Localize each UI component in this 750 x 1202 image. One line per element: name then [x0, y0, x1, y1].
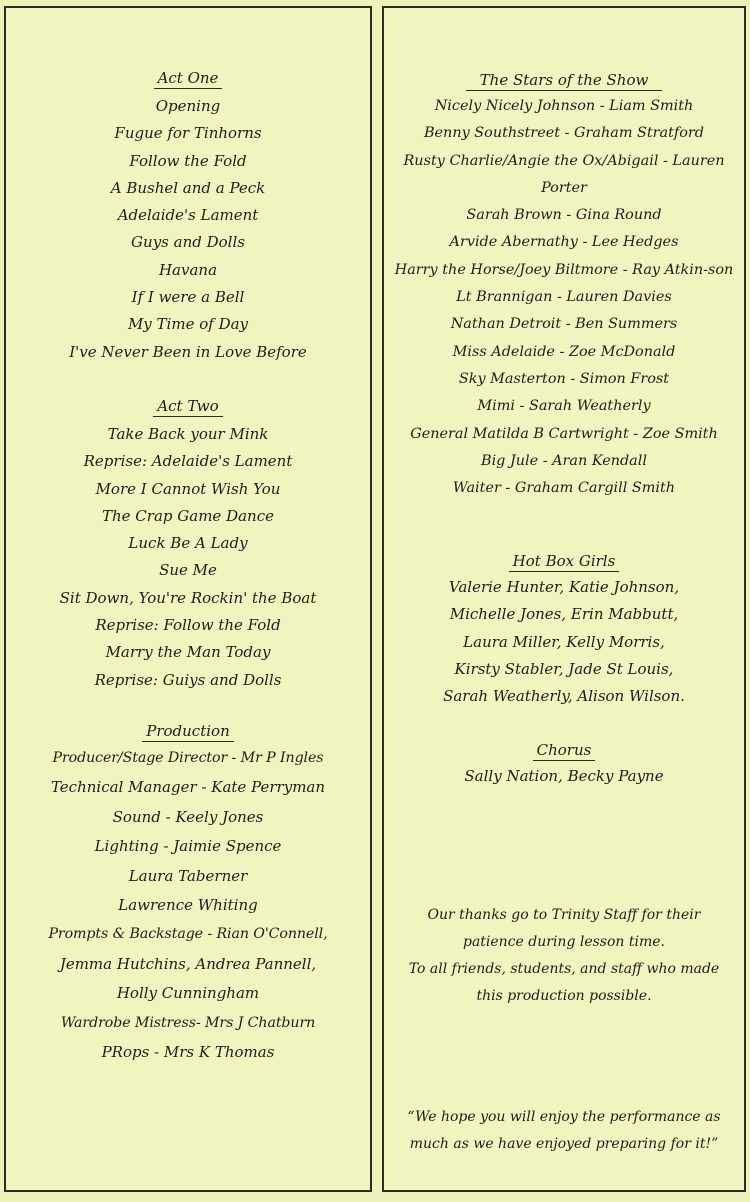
hot-box-line: Laura Miller, Kelly Morris, — [463, 632, 665, 651]
cast-item: Rusty Charlie/Angie the Ox/Abigail - Lauren Porter — [403, 152, 725, 196]
hot-box-line: Michelle Jones, Erin Mabbutt, — [449, 605, 679, 624]
song-item: Luck Be A Lady — [128, 534, 248, 553]
thanks-line: To all friends, students, and staff who made — [408, 961, 720, 977]
left-panel — [4, 6, 372, 1192]
song-item: Marry the Man Today — [105, 643, 271, 662]
credit-item: Jemma Hutchins, Andrea Pannell, — [59, 954, 317, 973]
credit-item: Lawrence Whiting — [118, 896, 258, 915]
hot-box-line: Valerie Hunter, Katie Johnson, — [448, 578, 680, 596]
quote-line: “We hope you will enjoy the performance as — [407, 1109, 721, 1125]
song-item: Sit Down, You're Rockin' the Boat — [59, 588, 317, 607]
production-section — [6, 721, 370, 1067]
cast-item: Sky Masterton - Simon Frost — [458, 370, 670, 387]
song-item: If I were a Bell — [131, 288, 245, 307]
thanks-note — [384, 902, 744, 1010]
song-item: Reprise: Adelaide's Lament — [83, 452, 293, 471]
cast-item: Lt Brannigan - Lauren Davies — [456, 289, 672, 306]
song-item: Sue Me — [159, 561, 217, 580]
act-two-heading: Act Two — [153, 396, 222, 417]
act-one-heading: Act One — [154, 68, 223, 89]
hot-box-heading: Hot Box Girls — [509, 551, 620, 572]
thanks-line: this production possible. — [476, 988, 652, 1004]
cast-item: Big Jule - Aran Kendall — [481, 452, 647, 469]
credit-item: Laura Taberner — [128, 866, 248, 885]
song-item: Reprise: Guiys and Dolls — [94, 670, 282, 689]
cast-item: Harry the Horse/Joey Biltmore - Ray Atkin-son — [394, 261, 734, 278]
chorus-section — [384, 740, 744, 790]
cast-item: Arvide Abernathy - Lee Hedges — [449, 234, 679, 251]
right-panel — [382, 6, 746, 1192]
credit-item: Technical Manager - Kate Perryman — [50, 778, 326, 797]
act-one-section — [6, 68, 370, 366]
cast-item: General Matilda B Cartwright - Zoe Smith — [410, 425, 718, 442]
credit-item: Sound - Keely Jones — [112, 807, 264, 826]
hot-box-line: Sarah Weatherly, Alison Wilson. — [443, 687, 685, 706]
song-item: Follow the Fold — [129, 151, 247, 170]
chorus-line: Sally Nation, Becky Payne — [464, 767, 664, 785]
cast-item: Benny Southstreet - Graham Stratford — [423, 125, 705, 142]
stars-heading: The Stars of the Show — [466, 70, 663, 91]
cast-item: Waiter - Graham Cargill Smith — [452, 480, 676, 497]
song-item: I've Never Been in Love Before — [69, 342, 307, 361]
production-heading: Production — [142, 721, 233, 742]
thanks-line: patience during lesson time. — [462, 934, 665, 950]
song-item: The Crap Game Dance — [102, 506, 274, 525]
credit-item: Producer/Stage Director - Mr P Ingles — [52, 750, 324, 766]
credit-item: Lighting - Jaimie Spence — [94, 837, 282, 856]
chorus-heading: Chorus — [533, 740, 596, 761]
song-item: Reprise: Follow the Fold — [95, 616, 281, 635]
credit-item: PRops - Mrs K Thomas — [101, 1043, 275, 1062]
song-item: A Bushel and a Peck — [110, 178, 266, 197]
credit-item: Prompts & Backstage - Rian O'Connell, — [48, 926, 328, 943]
credit-item: Holly Cunningham — [116, 984, 260, 1003]
song-item: Havana — [158, 260, 218, 279]
song-item: More I Cannot Wish You — [95, 479, 281, 498]
song-item: Take Back your Mink — [107, 425, 269, 443]
quote-line: much as we have enjoyed preparing for it!” — [409, 1136, 719, 1152]
cast-item: Nicely Nicely Johnson - Liam Smith — [434, 98, 694, 114]
song-item: Guys and Dolls — [131, 233, 245, 252]
credit-item: Wardrobe Mistress- Mrs J Chatburn — [60, 1014, 316, 1031]
cast-item: Mimi - Sarah Weatherly — [477, 398, 651, 415]
stars-section — [384, 70, 744, 502]
act-two-section — [6, 396, 370, 694]
song-item: Fugue for Tinhorns — [114, 124, 262, 143]
song-item: Opening — [155, 97, 221, 115]
thanks-line: Our thanks go to Trinity Staff for their — [427, 907, 701, 923]
cast-item: Nathan Detroit - Ben Summers — [450, 316, 678, 333]
song-item: My Time of Day — [127, 315, 249, 334]
closing-quote — [384, 1104, 744, 1158]
hot-box-section — [384, 551, 744, 710]
hot-box-line: Kirsty Stabler, Jade St Louis, — [454, 659, 674, 678]
cast-item: Miss Adelaide - Zoe McDonald — [452, 343, 676, 360]
cast-item: Sarah Brown - Gina Round — [466, 207, 662, 224]
song-item: Adelaide's Lament — [117, 206, 259, 225]
